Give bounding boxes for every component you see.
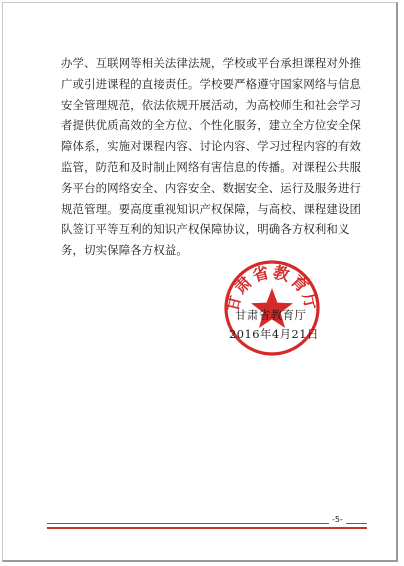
body-line: 监管，防范和及时制止网络有害信息的传播。对课程公共服	[61, 159, 362, 174]
body-line: 广或引进课程的直接责任。学校要严格遵守国家网络与信息	[61, 76, 362, 91]
body-line: 务，切实保障各方权益。	[61, 243, 188, 258]
body-line: 队签订平等互利的知识产权保障协议，明确各方权利和义	[61, 222, 350, 237]
document-page	[2, 2, 398, 562]
body-line: 办学、互联网等相关法律法规，学校或平台承担课程对外推	[61, 56, 362, 70]
body-line: 障体系，实施对课程内容、讨论内容、学习过程内容的有效	[61, 139, 362, 154]
body-paragraph	[61, 53, 371, 261]
body-line: 务平台的网络安全、内容安全、数据安全、运行及服务进行	[61, 180, 362, 195]
issuer-signature: 甘肃省教育厅	[235, 308, 307, 322]
seal-arc-text: 甘肃省教育厅	[222, 262, 322, 314]
body-line: 规范管理。要高度重视知识产权保障，与高校、课程建设团	[61, 201, 362, 216]
body-line: 者提供优质高效的全方位、个性化服务，建立全方位安全保	[61, 118, 362, 133]
page-number: -5-	[329, 515, 346, 524]
footer-rule-top	[47, 523, 367, 524]
footer-rule-bottom	[47, 527, 367, 529]
issue-date: 2016年4月21日	[229, 327, 319, 341]
body-line: 安全管理规范，依法依规开展活动，为高校师生和社会学习	[61, 97, 362, 112]
